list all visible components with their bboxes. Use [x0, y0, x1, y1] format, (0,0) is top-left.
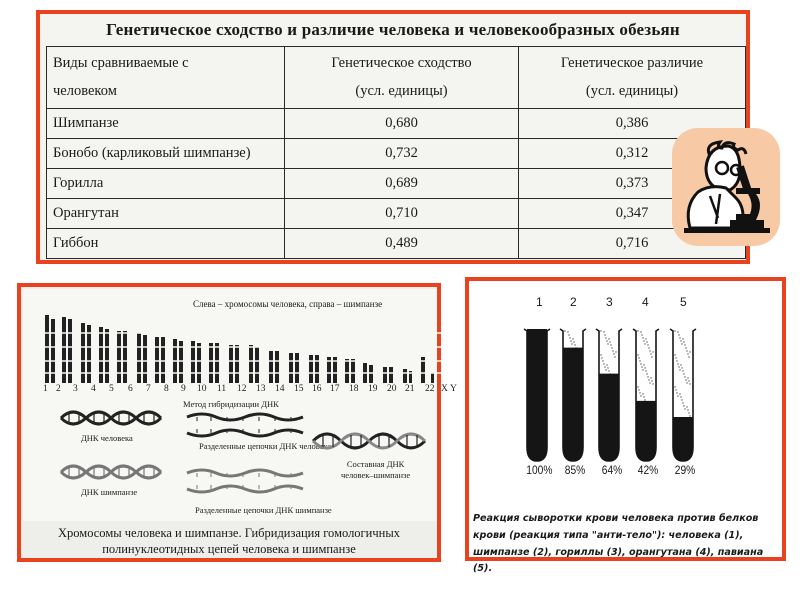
- tube-stipple-dot: [680, 396, 681, 397]
- tube-stipple-dot: [643, 340, 644, 341]
- tube-stipple-dot: [644, 343, 645, 344]
- cell-similarity: 0,732: [285, 139, 519, 169]
- cell-difference: 0,347: [519, 199, 746, 229]
- tube-number: 5: [680, 295, 687, 309]
- tube-stipple-dot: [610, 344, 611, 345]
- tube-stipple-dot: [571, 343, 572, 344]
- tube-stipple-dot: [650, 377, 651, 378]
- cell-similarity: 0,689: [285, 169, 519, 199]
- tube-stipple-dot: [651, 356, 652, 357]
- tube-stipple-dot: [604, 366, 605, 367]
- chromosome-figure: [23, 289, 457, 521]
- tube-stipple-dot: [648, 347, 649, 348]
- test-tube: [633, 329, 659, 461]
- tube-stipple-dot: [600, 354, 601, 355]
- tube-stipple-dot: [687, 409, 688, 410]
- tube-stipple-dot: [646, 373, 647, 374]
- test-tube: [596, 329, 622, 461]
- tube-stipple-dot: [681, 343, 682, 344]
- header-species: Виды сравниваемые с человеком: [47, 47, 285, 109]
- tube-stipple-dot: [606, 364, 607, 365]
- chromosome-caption: Хромосомы человека и шимпанзе. Гибридизация гомологичных полинуклеотидных цепей человека и шимпанзе: [58, 526, 400, 557]
- tube-stipple-dot: [603, 363, 604, 364]
- tube-percent: 100%: [526, 463, 553, 477]
- tube-stipple-dot: [570, 340, 571, 341]
- chromosome-hybridization-panel: [17, 283, 457, 562]
- tube-stipple-dot: [676, 392, 677, 393]
- tube-stipple-dot: [684, 376, 685, 377]
- tube-stipple-dot: [686, 382, 687, 383]
- tube-stipple-dot: [680, 340, 681, 341]
- tube-stipple-dot: [682, 402, 683, 403]
- tube-stipple-dot: [608, 370, 609, 371]
- tube-stipple-dot: [647, 376, 648, 377]
- tube-stipple-dot: [607, 367, 608, 368]
- split-chimp-label: Разделенные цепочки ДНК шимпанзе: [195, 505, 332, 515]
- cell-difference: 0,312: [519, 139, 746, 169]
- tube-stipple-dot: [641, 366, 642, 367]
- cell-species: Бонобо (карликовый шимпанзе): [47, 139, 285, 169]
- tube-stipple-dot: [605, 369, 606, 370]
- tube-stipple-dot: [642, 369, 643, 370]
- test-tube: [524, 329, 550, 461]
- tube-precipitate: [527, 329, 547, 461]
- tube-stipple-dot: [605, 337, 606, 338]
- tube-stipple-dot: [689, 383, 690, 384]
- tube-stipple-dot: [609, 341, 610, 342]
- tube-stipple-dot: [569, 337, 570, 338]
- tube-stipple-dot: [644, 399, 645, 400]
- tube-precipitate: [563, 348, 583, 461]
- cell-species: Орангутан: [47, 199, 285, 229]
- tube-stipple-dot: [615, 351, 616, 352]
- tube-stipple-dot: [645, 338, 646, 339]
- tube-stipple-dot: [602, 360, 603, 361]
- tube-precipitate: [673, 417, 693, 461]
- tube-stipple-dot: [567, 331, 568, 332]
- tube-stipple-dot: [652, 351, 653, 352]
- chromosome-figure-title: Слева – хромосомы человека, справа – шимпанзе: [193, 299, 383, 309]
- tube-stipple-dot: [641, 334, 642, 335]
- tube-precipitate: [599, 374, 619, 461]
- tube-stipple-dot: [637, 354, 638, 355]
- tube-stipple-dot: [688, 380, 689, 381]
- serum-reaction-panel: [465, 277, 786, 575]
- tube-stipple-dot: [687, 377, 688, 378]
- tube-stipple-dot: [642, 337, 643, 338]
- tube-stipple-dot: [686, 350, 687, 351]
- tube-stipple-dot: [638, 357, 639, 358]
- cell-similarity: 0,489: [285, 229, 519, 259]
- tube-stipple-dot: [682, 338, 683, 339]
- tube-stipple-dot: [613, 353, 614, 354]
- tube-stipple-dot: [646, 341, 647, 342]
- tube-stipple-dot: [674, 354, 675, 355]
- tube-stipple-dot: [614, 356, 615, 357]
- tube-stipple-dot: [612, 350, 613, 351]
- tube-stipple-dot: [574, 344, 575, 345]
- tube-stipple-dot: [681, 399, 682, 400]
- tube-stipple-dot: [639, 360, 640, 361]
- tube-stipple-dot: [639, 392, 640, 393]
- tube-stipple-dot: [687, 353, 688, 354]
- header-difference: Генетическое различие (усл. единицы): [519, 47, 746, 109]
- test-tubes-figure: [469, 281, 782, 511]
- tube-stipple-dot: [611, 347, 612, 348]
- tube-stipple-dot: [604, 334, 605, 335]
- cell-difference: 0,716: [519, 229, 746, 259]
- dna-human-label: ДНК человека: [81, 433, 133, 443]
- tube-stipple-dot: [683, 405, 684, 406]
- split-chimp-dna-strands: [187, 467, 305, 495]
- tube-number: 2: [570, 295, 577, 309]
- tube-stipple-dot: [679, 337, 680, 338]
- tube-stipple-dot: [685, 347, 686, 348]
- table-row: [47, 139, 746, 169]
- tube-stipple-dot: [607, 343, 608, 344]
- tube-stipple-dot: [649, 350, 650, 351]
- tube-precipitate: [636, 401, 656, 461]
- header-similarity: Генетическое сходство (усл. единицы): [285, 47, 519, 109]
- table-row: [47, 199, 746, 229]
- tube-percent: 85%: [564, 463, 586, 477]
- tube-stipple-dot: [638, 389, 639, 390]
- tube-stipple-dot: [644, 367, 645, 368]
- tube-stipple-dot: [688, 356, 689, 357]
- composite-dna-helix: [313, 429, 425, 453]
- tube-stipple-dot: [637, 330, 638, 331]
- split-human-label: Разделенные цепочки ДНК человека: [199, 441, 332, 451]
- tube-stipple-dot: [678, 366, 679, 367]
- dna-chimp-label: ДНК шимпанзе: [81, 487, 138, 497]
- tube-stipple-dot: [684, 344, 685, 345]
- tube-stipple-dot: [677, 363, 678, 364]
- tube-stipple-dot: [573, 341, 574, 342]
- tube-stipple-dot: [603, 331, 604, 332]
- tube-number: 1: [536, 295, 543, 309]
- tube-stipple-dot: [679, 393, 680, 394]
- tube-stipple-dot: [606, 340, 607, 341]
- tube-stipple-dot: [650, 353, 651, 354]
- tube-stipple-dot: [652, 383, 653, 384]
- tube-stipple-dot: [675, 389, 676, 390]
- test-tube: [670, 329, 696, 461]
- table-row: [47, 169, 746, 199]
- human-dna-helix: [61, 407, 161, 429]
- composite-dna-label: Составная ДНК человек–шимпанзе: [341, 459, 411, 480]
- tube-percent: 42%: [637, 463, 659, 477]
- tube-stipple-dot: [643, 364, 644, 365]
- tube-stipple-dot: [676, 360, 677, 361]
- cell-difference: 0,373: [519, 169, 746, 199]
- tube-stipple-dot: [685, 379, 686, 380]
- table-row: [47, 109, 746, 139]
- cell-similarity: 0,680: [285, 109, 519, 139]
- tube-stipple-dot: [645, 370, 646, 371]
- tube-stipple-dot: [648, 379, 649, 380]
- tube-stipple-dot: [686, 406, 687, 407]
- method-label: Метод гибридизации ДНК: [183, 399, 279, 409]
- genetic-similarity-panel: [36, 10, 750, 264]
- tube-stipple-dot: [647, 344, 648, 345]
- chimp-dna-helix: [61, 461, 161, 483]
- test-tube: [560, 329, 586, 461]
- tube-stipple-dot: [649, 382, 650, 383]
- tube-stipple-dot: [679, 369, 680, 370]
- tube-stipple-dot: [684, 408, 685, 409]
- tube-stipple-dot: [640, 395, 641, 396]
- tube-stipple-dot: [674, 386, 675, 387]
- tube-stipple-dot: [689, 415, 690, 416]
- tube-stipple-dot: [682, 370, 683, 371]
- tube-stipple-dot: [689, 351, 690, 352]
- chromosome-karyotype: [41, 313, 441, 385]
- tube-number: 4: [642, 295, 649, 309]
- tube-stipple-dot: [600, 330, 601, 331]
- tube-stipple-dot: [674, 330, 675, 331]
- cell-species: Гиббон: [47, 229, 285, 259]
- table-title: Генетическое сходство и различие человека и человекообразных обезьян: [106, 20, 680, 39]
- table-header-row: [47, 47, 746, 109]
- tube-stipple-dot: [688, 412, 689, 413]
- tube-number: 3: [606, 295, 613, 309]
- serum-caption: Реакция сыворотки крови человека против белков крови (реакция типа "анти-тело"): человека (1), шимпанзе (2), гориллы (3), орангутана (4), павиана (5).: [473, 513, 764, 575]
- tube-percent: 64%: [601, 463, 623, 477]
- tube-percent: 29%: [674, 463, 696, 477]
- tube-stipple-dot: [640, 331, 641, 332]
- tube-stipple-dot: [683, 341, 684, 342]
- tube-stipple-dot: [608, 338, 609, 339]
- cell-difference: 0,386: [519, 109, 746, 139]
- chromosome-numbers: 1 2 3 4 5 6 7 8 9 10 11 12 13 14 15 16 17 18 19 20 21 22 X Y: [43, 384, 457, 394]
- tube-stipple-dot: [680, 364, 681, 365]
- tube-stipple-dot: [640, 363, 641, 364]
- tube-stipple-dot: [601, 357, 602, 358]
- table-row: [47, 229, 746, 259]
- tube-stipple-dot: [678, 334, 679, 335]
- tube-stipple-dot: [568, 334, 569, 335]
- tube-stipple-dot: [642, 393, 643, 394]
- tube-stipple-dot: [681, 367, 682, 368]
- tube-stipple-dot: [564, 330, 565, 331]
- tube-stipple-dot: [683, 373, 684, 374]
- cell-species: Горилла: [47, 169, 285, 199]
- tube-stipple-dot: [572, 338, 573, 339]
- split-human-dna-strands: [187, 411, 305, 439]
- cell-species: Шимпанзе: [47, 109, 285, 139]
- tube-stipple-dot: [677, 331, 678, 332]
- tube-stipple-dot: [651, 380, 652, 381]
- tube-stipple-dot: [643, 396, 644, 397]
- cell-similarity: 0,710: [285, 199, 519, 229]
- tube-stipple-dot: [677, 395, 678, 396]
- tube-stipple-dot: [637, 386, 638, 387]
- tube-stipple-dot: [675, 357, 676, 358]
- scientist-microscope-icon: [670, 126, 782, 248]
- genetic-similarity-table: [46, 46, 746, 259]
